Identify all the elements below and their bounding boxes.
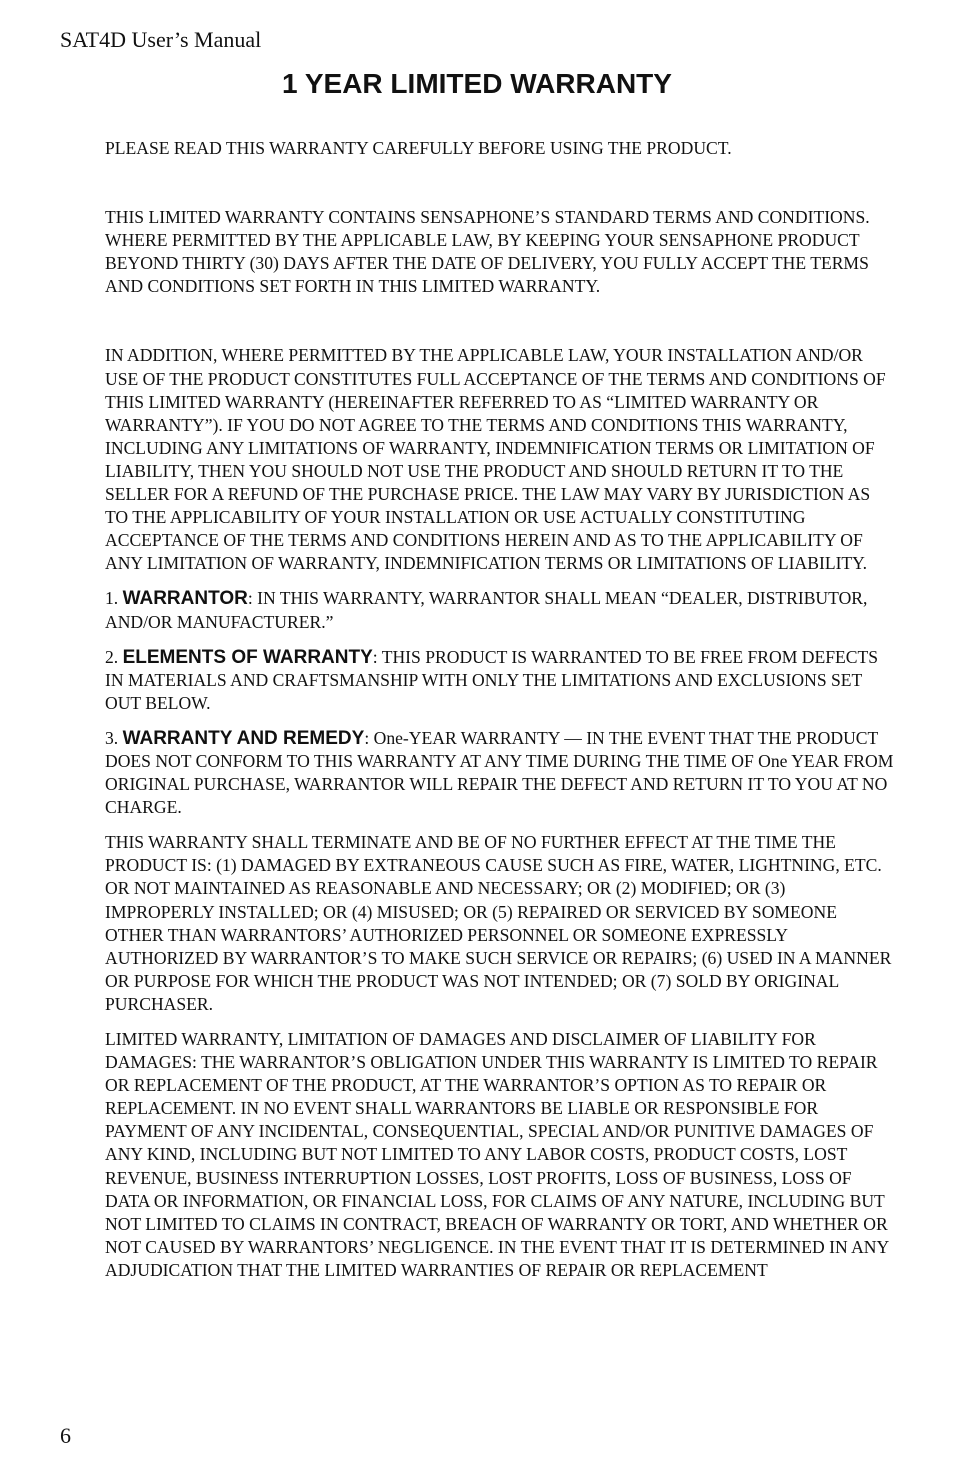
section-heading: WARRANTY AND REMEDY xyxy=(122,727,365,749)
section-warrantor xyxy=(105,587,897,633)
section-number: 2. xyxy=(105,646,123,667)
page-number: 6 xyxy=(60,1423,71,1448)
limitation-paragraph: LIMITED WARRANTY, LIMITATION OF DAMAGES AND DISCLAIMER OF LIABILITY FOR DAMAGES: THE WARRANTOR’S OBLIGATION UNDER THIS WARRANTY IS LIMITED TO REPAIR OR REPLACEMENT OF THE PRODUCT, AT THE WARRANTOR’S OPTION AS TO REPAIR OR REPLACEMENT. IN NO EVENT SHALL WARRANTORS BE LIABLE OR RESPONSIBLE FOR PAYMENT OF ANY INCIDENTAL, CONSEQUENTIAL, SPECIAL AND/OR PUNITIVE DAMAGES OF ANY KIND, INCLUDING BUT NOT LIMITED TO ANY LABOR COSTS, PRODUCT COSTS, LOST REVENUE, BUSINESS INTERRUPTION LOSSES, LOST PROFITS, LOSS OF BUSINESS, LOSS OF DATA OR INFORMATION, OR FINANCIAL LOSS, FOR CLAIMS OF ANY NATURE, INCLUDING BUT NOT LIMITED TO CLAIMS IN CONTRACT, BREACH OF WARRANTY OR TORT, AND WHETHER OR NOT CAUSED BY WARRANTORS’ NEGLIGENCE. IN THE EVENT THAT IT IS DETERMINED IN ANY ADJUDICATION THAT THE LIMITED WARRANTIES OF REPAIR OR REPLACEMENT xyxy=(105,1029,889,1280)
running-header: SAT4D User’s Manual xyxy=(60,27,262,52)
standard-terms-paragraph: THIS LIMITED WARRANTY CONTAINS SENSAPHONE’S STANDARD TERMS AND CONDITIONS. WHERE PERMITTED BY THE APPLICABLE LAW, BY KEEPING YOUR SENSAPHONE PRODUCT BEYOND THIRTY (30) DAYS AFTER THE DATE OF DELIVERY, YOU FULLY ACCEPT THE TERMS AND CONDITIONS SET FORTH IN THIS LIMITED WARRANTY. xyxy=(105,207,870,297)
section-heading: ELEMENTS OF WARRANTY xyxy=(122,646,373,668)
termination-paragraph: THIS WARRANTY SHALL TERMINATE AND BE OF NO FURTHER EFFECT AT THE TIME THE PRODUCT IS: (1) DAMAGED BY EXTRANEOUS CAUSE SUCH AS FIRE, WATER, LIGHTNING, ETC. OR NOT MAINTAINED AS REASONABLE AND NECESSARY; OR (2) MODIFIED; OR (3) IMPROPERLY INSTALLED; OR (4) MISUSED; OR (5) REPAIRED OR SERVICED BY SOMEONE OTHER THAN WARRANTORS’ AUTHORIZED PERSONNEL OR SOMEONE EXPRESSLY AUTHORIZED BY WARRANTOR’S TO MAKE SUCH SERVICE OR REPAIRS; (6) USED IN A MANNER OR PURPOSE FOR WHICH THE PRODUCT WAS NOT INTENDED; OR (7) SOLD BY ORIGINAL PURCHASER. xyxy=(105,832,892,1014)
section-elements-of-warranty xyxy=(105,646,897,715)
warranty-body xyxy=(105,137,897,1282)
section-body: : IN THIS WARRANTY, WARRANTOR SHALL MEAN “DEALER, DISTRIBUTOR, AND/OR MANUFACTURER.” xyxy=(105,588,868,632)
section-body: : THIS PRODUCT IS WARRANTED TO BE FREE FROM DEFECTS IN MATERIALS AND CRAFTSMANSHIP WITH ONLY THE LIMITATIONS AND EXCLUSIONS SET OUT BELOW. xyxy=(105,646,879,713)
section-heading: WARRANTOR xyxy=(122,588,248,610)
section-warranty-and-remedy xyxy=(105,727,897,819)
section-number: 1. xyxy=(105,588,123,609)
page-title: 1 YEAR LIMITED WARRANTY xyxy=(282,68,672,99)
acceptance-paragraph: IN ADDITION, WHERE PERMITTED BY THE APPLICABLE LAW, YOUR INSTALLATION AND/OR USE OF THE PRODUCT CONSTITUTES FULL ACCEPTANCE OF THE TERMS AND CONDITIONS OF THIS LIMITED WARRANTY (HEREINAFTER REFERRED TO AS “LIMITED WARRANTY OR WARRANTY”). IF YOU DO NOT AGREE TO THE TERMS AND CONDITIONS THIS WARRANTY, INCLUDING ANY LIMITATIONS OF WARRANTY, INDEMNIFICATION TERMS OR LIMITATION OF LIABILITY, THEN YOU SHOULD NOT USE THE PRODUCT AND SHOULD RETURN IT TO THE SELLER FOR A REFUND OF THE PURCHASE PRICE. THE LAW MAY VARY BY JURISDICTION AS TO THE APPLICABILITY OF YOUR INSTALLATION OR USE ACTUALLY CONSTITUTING ACCEPTANCE OF THE TERMS AND CONDITIONS HEREIN AND AS TO THE APPLICABILITY OF ANY LIMITATION OF WARRANTY, INDEMNIFICATION TERMS OR LIMITATIONS OF LIABILITY. xyxy=(105,345,886,574)
section-number: 3. xyxy=(105,727,123,748)
intro-notice: PLEASE READ THIS WARRANTY CAREFULLY BEFORE USING THE PRODUCT. xyxy=(105,138,732,158)
section-body: : One-YEAR WARRANTY — IN THE EVENT THAT THE PRODUCT DOES NOT CONFORM TO THIS WARRANTY AT ANY TIME DURING THE TIME OF One YEAR FROM ORIGINAL PURCHASE, WARRANTOR WILL REPAIR THE DEFECT AND RETURN IT TO YOU AT NO CHARGE. xyxy=(105,727,894,818)
